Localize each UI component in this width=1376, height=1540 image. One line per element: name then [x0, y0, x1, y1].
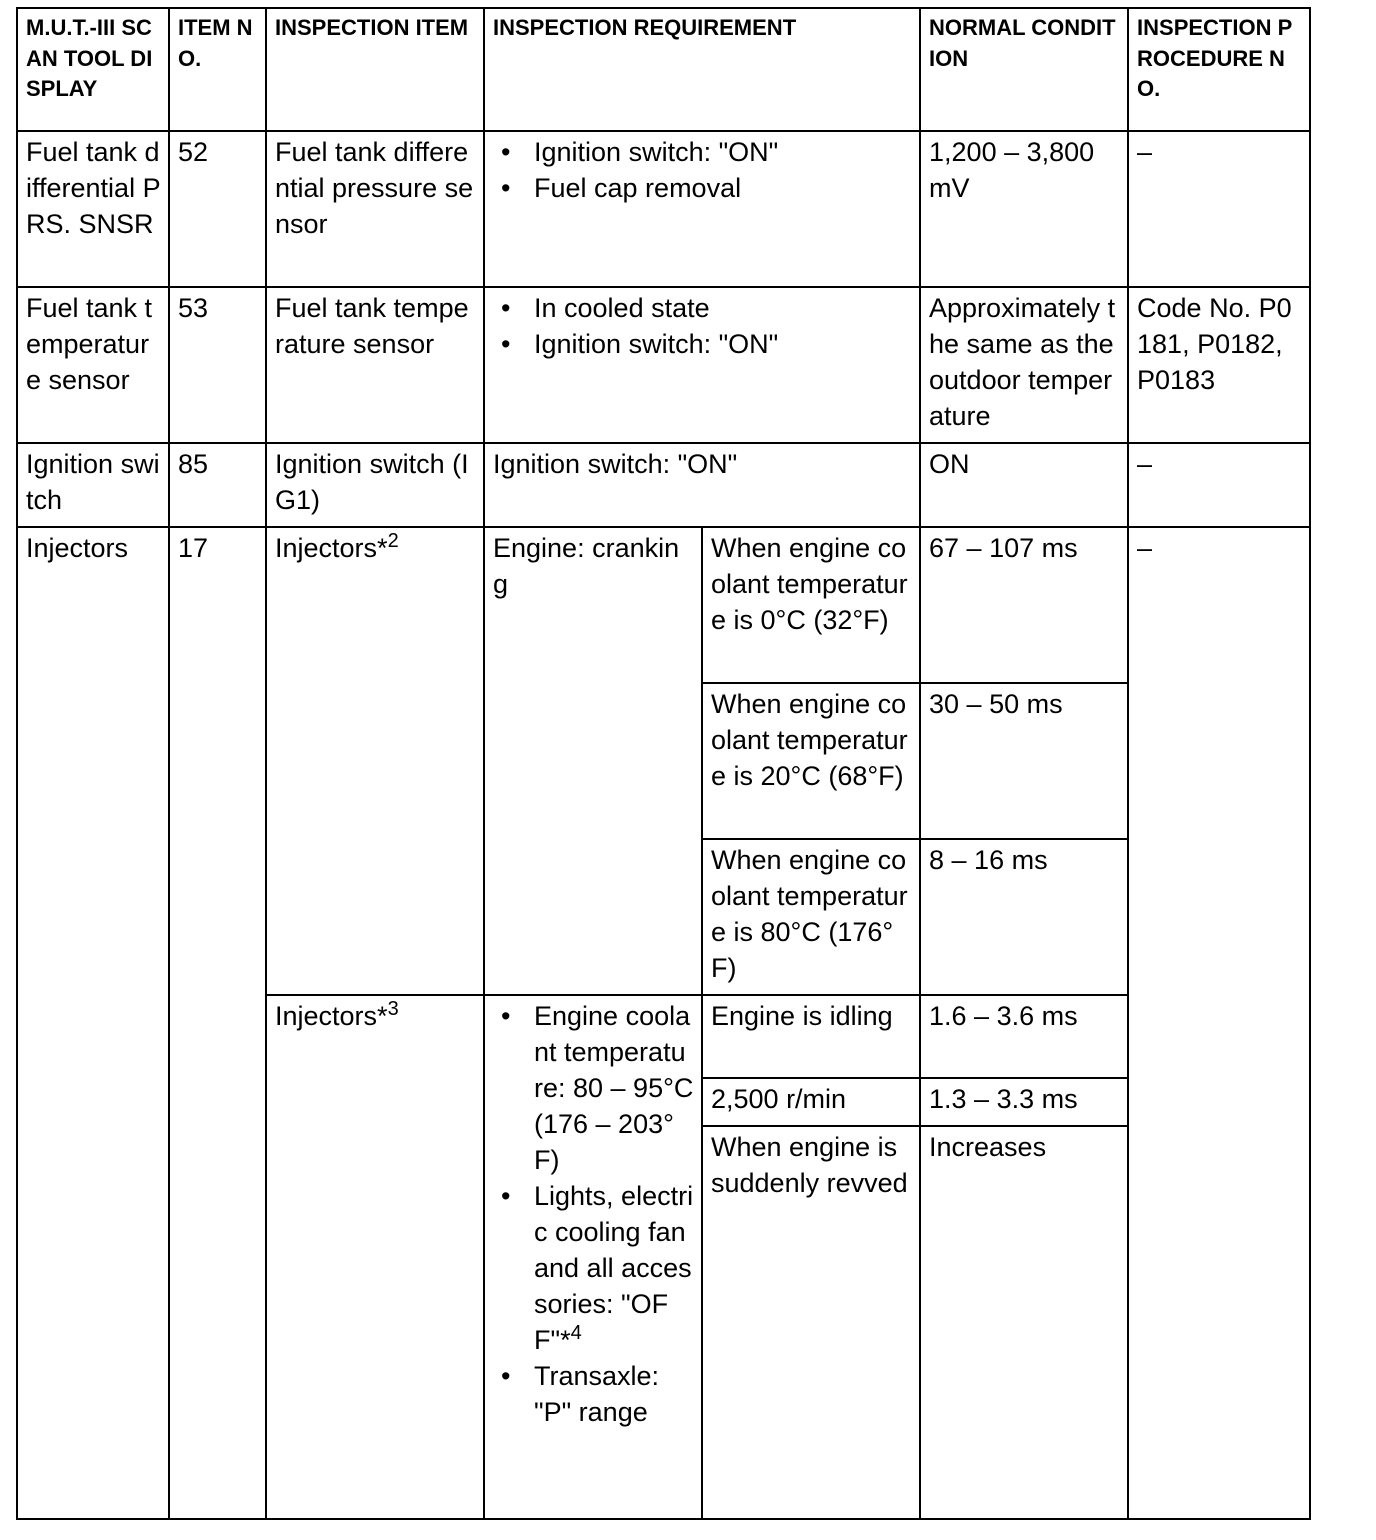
requirement-list — [493, 290, 912, 362]
list-item-text: Lights, electric cooling fan and all accessories: "OFF"* — [534, 1181, 694, 1355]
footnote-marker: 3 — [387, 998, 399, 1020]
cell-display: Fuel tank temperature sensor — [17, 287, 169, 443]
list-item: • Fuel cap removal — [534, 170, 912, 206]
header-procedure-no: INSPECTION PROCEDURE NO. — [1128, 8, 1310, 131]
cell-procedure-no: – — [1128, 527, 1310, 1519]
cell-normal-condition: 1.3 – 3.3 ms — [920, 1078, 1128, 1126]
list-item: • Transaxle: "P" range — [534, 1358, 694, 1430]
cell-requirement — [484, 287, 920, 443]
cell-sub-condition: 2,500 r/min — [702, 1078, 920, 1126]
cell-normal-condition: Approximately the same as the outdoor temperature — [920, 287, 1128, 443]
item-text: Injectors* — [275, 533, 388, 563]
cell-requirement — [484, 131, 920, 287]
cell-inspection-item: Ignition switch (IG1) — [266, 443, 484, 527]
cell-procedure-no: – — [1128, 131, 1310, 287]
cell-inspection-item: Fuel tank differential pressure sensor — [266, 131, 484, 287]
cell-display: Ignition switch — [17, 443, 169, 527]
cell-normal-condition: 1.6 – 3.6 ms — [920, 995, 1128, 1078]
cell-display: Injectors — [17, 527, 169, 1519]
cell-item-no: 17 — [169, 527, 266, 1519]
cell-sub-condition: When engine is suddenly revved — [702, 1126, 920, 1519]
cell-sub-condition: When engine coolant temperature is 20°C (68°F) — [702, 683, 920, 839]
footnote-marker: 4 — [570, 1322, 582, 1344]
cell-display: Fuel tank differential PRS. SNSR — [17, 131, 169, 287]
cell-normal-condition: 67 – 107 ms — [920, 527, 1128, 683]
list-item: • Ignition switch: "ON" — [534, 326, 912, 362]
table-row-52 — [17, 131, 1310, 287]
cell-sub-condition: Engine is idling — [702, 995, 920, 1078]
cell-normal-condition: Increases — [920, 1126, 1128, 1519]
cell-normal-condition: 30 – 50 ms — [920, 683, 1128, 839]
footnote-marker: 2 — [387, 530, 399, 552]
inspection-table — [16, 7, 1311, 1520]
cell-requirement — [484, 995, 702, 1519]
cell-item-no: 53 — [169, 287, 266, 443]
cell-sub-condition: When engine coolant temperature is 0°C (32°F) — [702, 527, 920, 683]
cell-normal-condition: ON — [920, 443, 1128, 527]
header-normal-condition: NORMAL CONDITION — [920, 8, 1128, 131]
header-inspection-item: INSPECTION ITEM — [266, 8, 484, 131]
list-item: • Ignition switch: "ON" — [534, 134, 912, 170]
list-item: • In cooled state — [534, 290, 912, 326]
item-text: Injectors* — [275, 1001, 388, 1031]
document-page — [16, 7, 1311, 1520]
cell-inspection-item — [266, 995, 484, 1519]
header-row — [17, 8, 1310, 131]
list-item: • Engine coolant temperature: 80 – 95°C (176 – 203°F) — [534, 998, 694, 1178]
cell-item-no: 85 — [169, 443, 266, 527]
cell-sub-condition: When engine coolant temperature is 80°C (176°F) — [702, 839, 920, 995]
header-item-no: ITEM NO. — [169, 8, 266, 131]
cell-requirement: Engine: cranking — [484, 527, 702, 995]
cell-requirement: Ignition switch: "ON" — [484, 443, 920, 527]
requirement-list — [493, 998, 694, 1430]
list-item — [534, 1178, 694, 1358]
header-inspection-requirement: INSPECTION REQUIREMENT — [484, 8, 920, 131]
table-row-85 — [17, 443, 1310, 527]
cell-inspection-item — [266, 527, 484, 995]
header-scan-tool-display: M.U.T.-III SCAN TOOL DISPLAY — [17, 8, 169, 131]
cell-item-no: 52 — [169, 131, 266, 287]
table-row-53 — [17, 287, 1310, 443]
requirement-list — [493, 134, 912, 206]
cell-procedure-no: Code No. P0181, P0182, P0183 — [1128, 287, 1310, 443]
cell-normal-condition: 1,200 – 3,800 mV — [920, 131, 1128, 287]
cell-procedure-no: – — [1128, 443, 1310, 527]
cell-normal-condition: 8 – 16 ms — [920, 839, 1128, 995]
cell-inspection-item: Fuel tank temperature sensor — [266, 287, 484, 443]
table-row-17 — [17, 527, 1310, 683]
